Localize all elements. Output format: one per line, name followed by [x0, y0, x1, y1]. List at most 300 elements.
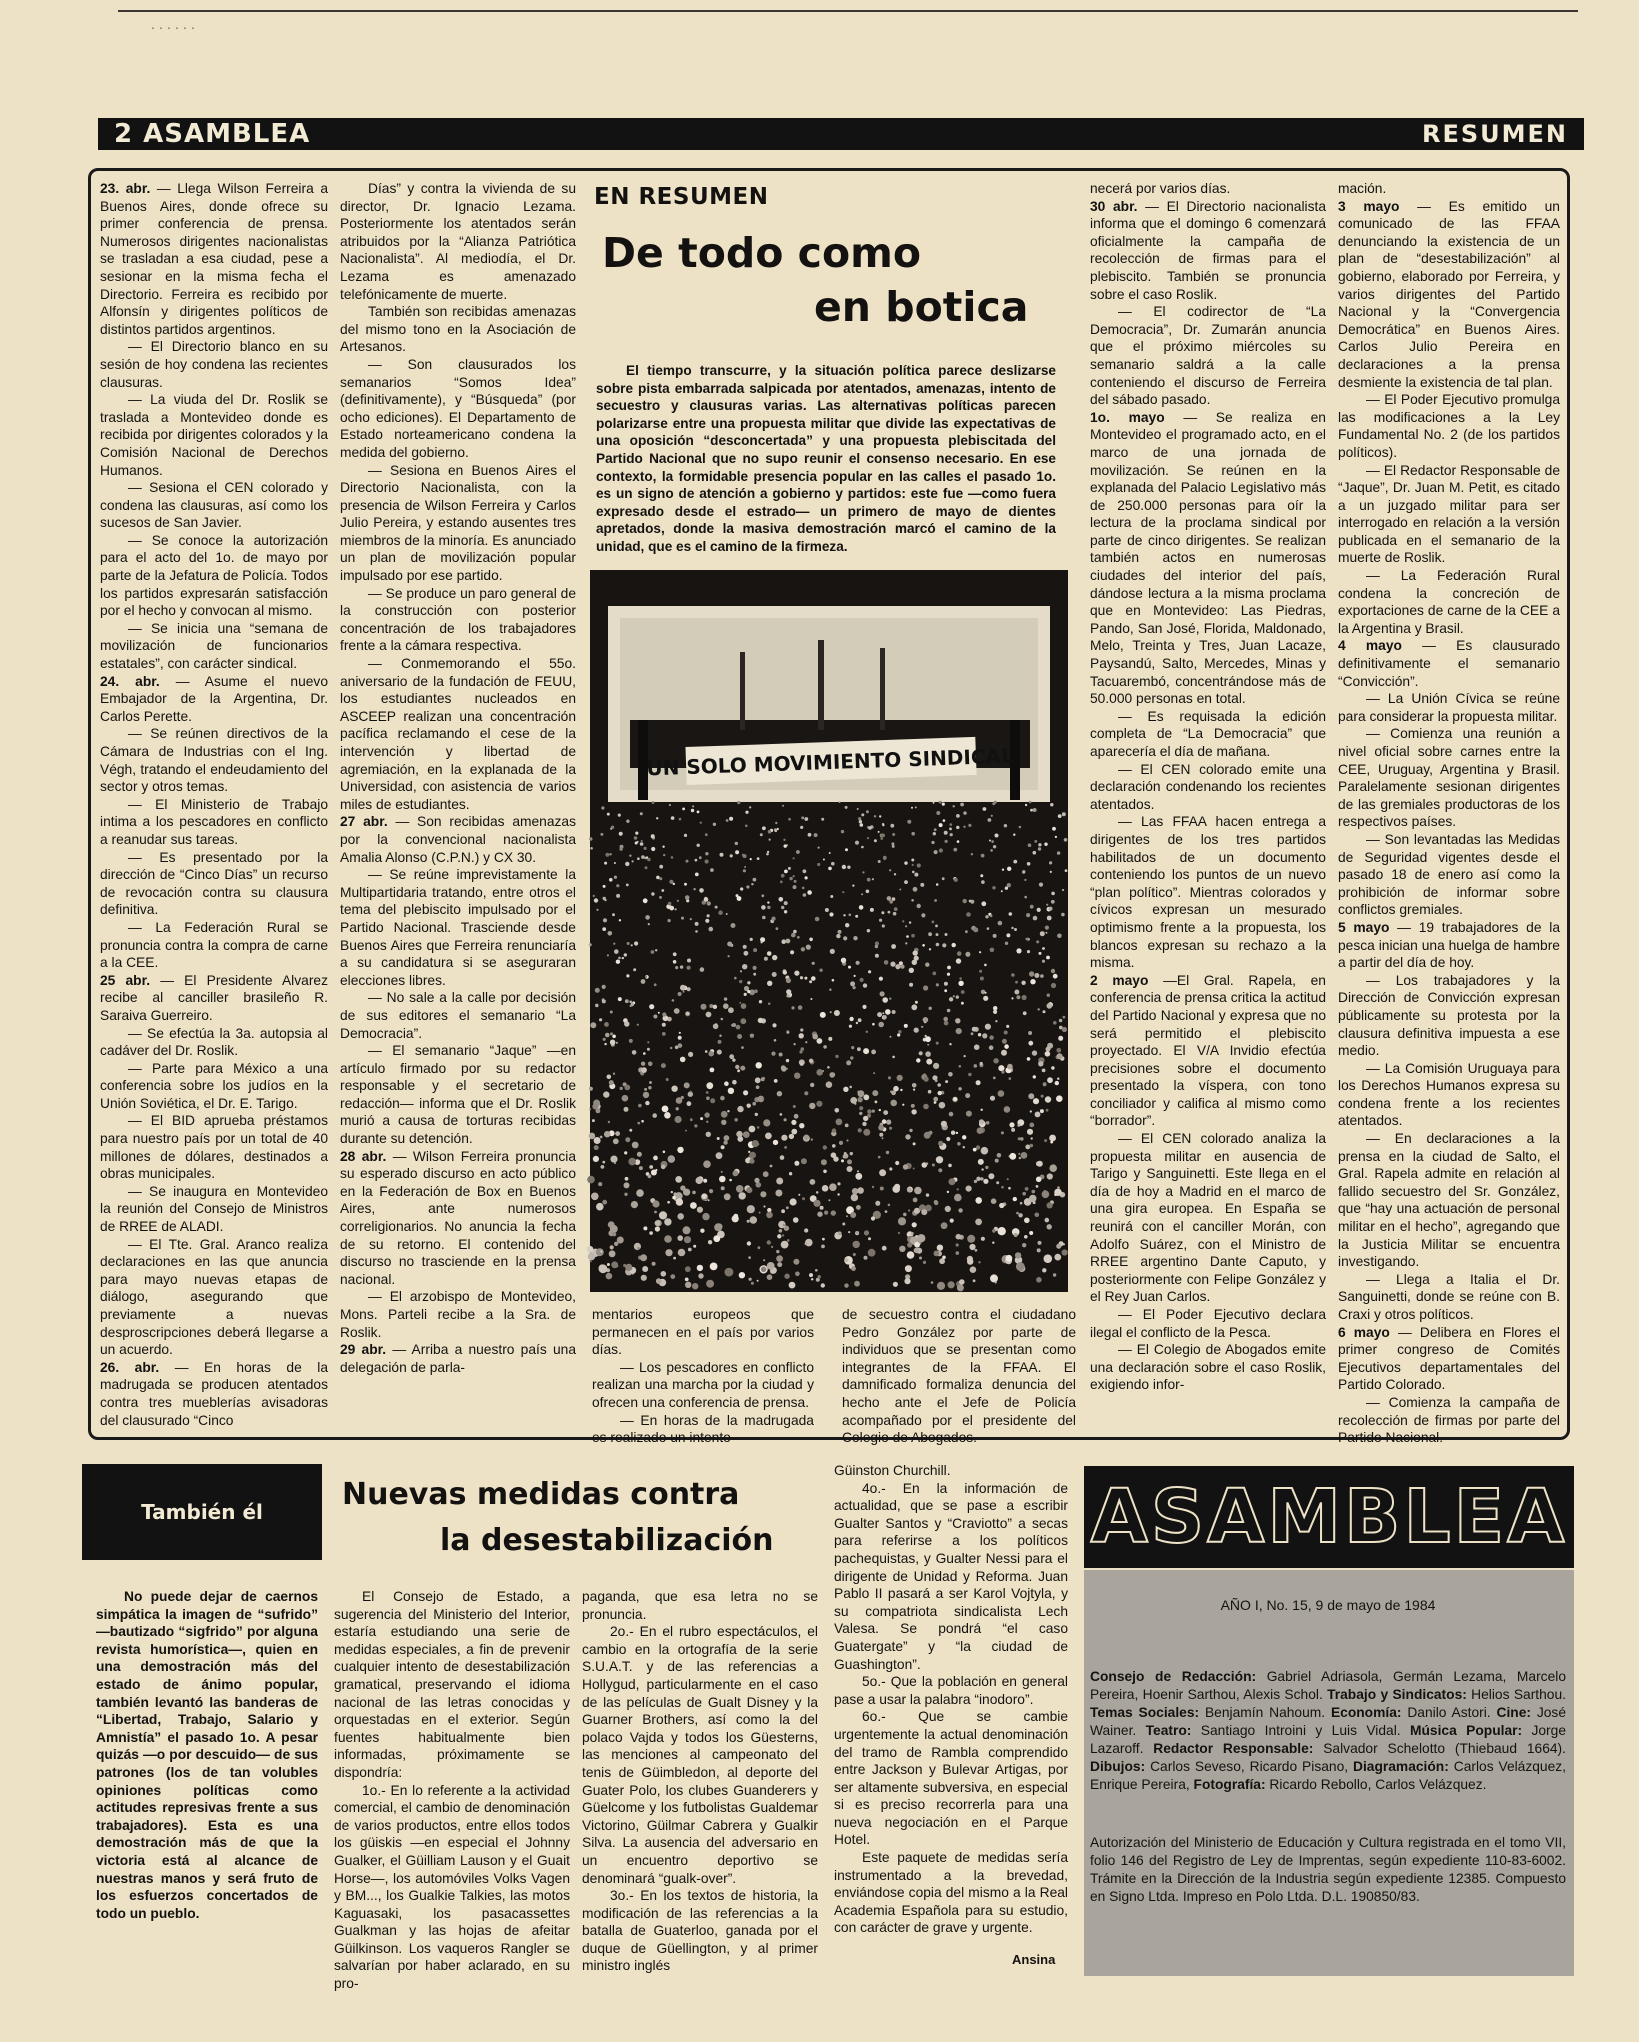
crowd-dot	[1045, 926, 1049, 930]
crowd-dot	[604, 862, 607, 865]
crowd-dot	[926, 1059, 932, 1065]
crowd-dot	[934, 1201, 938, 1205]
crowd-dot	[808, 833, 812, 837]
paragraph	[582, 1588, 818, 1623]
crowd-dot	[611, 1261, 618, 1268]
crowd-dot	[794, 1114, 799, 1119]
crowd-dot	[974, 1064, 978, 1068]
crowd-dot	[699, 888, 704, 893]
crowd-dot	[936, 933, 939, 936]
crowd-dot	[809, 938, 813, 942]
crowd-dot	[961, 990, 965, 994]
crowd-dot	[1007, 1064, 1013, 1070]
crowd-dot	[942, 943, 946, 947]
crowd-dot	[687, 966, 691, 970]
crowd-dot	[628, 1158, 636, 1166]
crowd-dot	[839, 801, 841, 803]
crowd-dot	[996, 1181, 999, 1184]
crowd-dot	[1011, 1128, 1015, 1132]
crowd-dot	[704, 897, 709, 902]
crowd-dot	[777, 1262, 782, 1267]
crowd-dot	[723, 1003, 729, 1009]
crowd-dot	[925, 1036, 931, 1042]
crowd-dot	[710, 868, 714, 872]
staff-role: Música Popular:	[1410, 1723, 1532, 1738]
crowd-dot	[1062, 1249, 1068, 1255]
entry-text: — Parte para México a una conferencia sobre los judíos en la Unión Soviética, el Dr. E. Tarigo.	[100, 1060, 328, 1111]
staff-role: Economía:	[1330, 1705, 1408, 1720]
crowd-dot	[670, 1047, 672, 1049]
crowd-dot	[954, 878, 958, 882]
crowd-dot	[806, 945, 811, 950]
crowd-dot	[627, 942, 630, 945]
crowd-dot	[781, 939, 786, 944]
crowd-dot	[761, 1267, 767, 1273]
crowd-dot	[1005, 887, 1008, 890]
entry-text: 5o.- Que la población en general pase a usar la palabra “inodoro”.	[834, 1674, 1068, 1707]
entry-text: necerá por varios días.	[1090, 181, 1231, 196]
crowd-dot	[909, 983, 913, 987]
crowd-dot	[977, 1128, 983, 1134]
crowd-dot	[703, 1179, 707, 1183]
crowd-dot	[993, 1010, 997, 1014]
crowd-dot	[820, 1012, 826, 1018]
crowd-dot	[637, 857, 640, 860]
crowd-dot	[845, 806, 848, 809]
entry-text: — Es emitido un comunicado de las FFAA denunciando la existencia de un plan de “desestabilización” al gobierno, elaborado por Ferreira, y varios dirigentes del Partido Nacional y la “Convergencia Democrática” en Buenos Aires. Carlos Julio Pereira en declaraciones a la prensa desmiente la existencia de tal plan.	[1338, 198, 1560, 390]
paragraph	[1338, 831, 1560, 919]
crowd-dot	[868, 1249, 876, 1257]
crowd-dot	[743, 869, 746, 872]
crowd-dot	[599, 1018, 602, 1021]
crowd-dot	[835, 1108, 840, 1113]
crowd-dot	[1016, 948, 1021, 953]
crowd-dot	[909, 921, 911, 923]
crowd-dot	[637, 1152, 642, 1157]
entry-text: — Se efectúa la 3a. autopsia al cadáver del Dr. Roslik.	[100, 1025, 328, 1059]
crowd-dot	[922, 944, 925, 947]
crowd-dot	[648, 1062, 653, 1067]
paragraph	[1338, 1060, 1560, 1130]
crowd-dot	[659, 896, 662, 899]
crowd-dot	[668, 902, 672, 906]
crowd-dot	[1050, 1141, 1053, 1144]
crowd-dot	[763, 1205, 765, 1207]
crowd-dot	[936, 1156, 943, 1163]
paragraph	[1090, 1130, 1326, 1306]
paragraph	[592, 1359, 814, 1412]
crowd-dot	[854, 975, 856, 977]
second-article-column-1	[334, 1588, 570, 2008]
crowd-dot	[938, 1091, 942, 1095]
crowd-dot	[911, 832, 915, 836]
crowd-dot	[804, 1091, 808, 1095]
crowd-dot	[715, 1023, 717, 1025]
paragraph	[582, 1887, 818, 1975]
entry-text: —El Gral. Rapela, en conferencia de prensa critica la actitud del Partido Nacional y expresa que no será permitido el plebiscito proyectado. El V/A Invidio efectúa precisiones sobre el documento presentado la víspera, con tono conciliador y califica al mismo como “borrador”.	[1090, 972, 1326, 1129]
crowd-dot	[762, 826, 766, 830]
crowd-dot	[735, 1065, 739, 1069]
crowd-dot	[965, 930, 968, 933]
entry-text: — Se realiza en Montevideo el programado acto, en el marco de una jornada de movilización. Se reúnen en la explanada del Palacio Legislativo más de 250.000 personas para oír la lectura de la proclama sindical por parte de cinco dirigentes. Se realizan también actos en numerosas ciudades del interior del país, dándose lectura a la misma proclama que en Montevideo: Las Piedras, Pando, San José, Florida, Maldonado, Melo, Treinta y Tres, Juan Lacaze, Paysandú, Salto, Mercedes, Minas y Tacuarembó, concentrándose más de 50.000 personas en total.	[1090, 409, 1326, 707]
crowd-dot	[697, 844, 700, 847]
crowd-dot	[710, 1068, 715, 1073]
crowd-dot	[981, 990, 986, 995]
entry-text: 1o.- En lo referente a la actividad comercial, el cambio de denominación de varios productos, entre ellos todos los güiskis —en especial el Johnny Gualker, el Güilliam Lauson y el Guait Horse—, los automóviles Volks Vagen y BM..., los Gualkie Talkies, las motos Kaguasaki, los pasacassettes Gualkman y las hojas de afeitar Güilkinson. Los vaqueros Rangler se salvarían por haber aclarado, en su pro-	[334, 1782, 570, 1992]
crowd-dot	[943, 1017, 948, 1022]
entry-date: 1o. mayo	[1090, 409, 1184, 425]
crowd-dot	[838, 930, 842, 934]
crowd-dot	[820, 1206, 824, 1210]
crowd-dot	[1047, 916, 1052, 921]
crowd-dot	[887, 896, 892, 901]
crowd-dot	[866, 810, 869, 813]
crowd-dot	[841, 1159, 844, 1162]
dated-entry	[100, 972, 328, 1025]
crowd-dot	[655, 1220, 661, 1226]
crowd-dot	[708, 1051, 714, 1057]
crowd-dot	[659, 877, 662, 880]
crowd-dot	[993, 1058, 998, 1063]
crowd-dot	[744, 993, 747, 996]
crowd-dot	[867, 837, 869, 839]
crowd-dot	[651, 1170, 657, 1176]
crowd-dot	[609, 1080, 614, 1085]
crowd-dot	[849, 1086, 852, 1089]
crowd-dot	[592, 1104, 598, 1110]
crowd-dot	[925, 1035, 927, 1037]
entry-text: — Se produce un paro general de la construcción con posterior concentración de los trabajadores frente a la cámara respectiva.	[340, 585, 576, 654]
crowd-dot	[980, 1062, 983, 1065]
crowd-dot	[856, 1022, 858, 1024]
crowd-dot	[786, 939, 791, 944]
crowd-dot	[911, 899, 914, 902]
staff-names: Salvador Schelotto (Thiebaud 1664).	[1323, 1741, 1566, 1756]
crowd-dot	[786, 994, 789, 997]
dated-entry	[1090, 972, 1326, 1130]
crowd-dot	[758, 1246, 761, 1249]
crowd-dot	[1019, 1157, 1021, 1159]
entry-text: — El Directorio blanco en su sesión de hoy condena las recientes clausuras.	[100, 339, 328, 390]
crowd-dot	[753, 878, 757, 882]
crowd-dot	[724, 1135, 730, 1141]
crowd-dot	[812, 1034, 818, 1040]
crowd-dot	[611, 826, 614, 829]
crowd-dot	[924, 1077, 929, 1082]
crowd-dot	[1028, 1093, 1034, 1099]
crowd-dot	[675, 1116, 682, 1123]
entry-text: — Se inaugura en Montevideo la reunión del Consejo de Ministros de RREE de ALADI.	[100, 1183, 328, 1235]
entry-text: — Las FFAA hacen entrega a dirigentes de los tres partidos habilitados de un documento conteniendo los puntos de un nuevo “plan político”. Mientras colorados y cívicos expresan un mesurado optimismo frente a la propuesta, los blancos expresan su rechazo a la misma.	[1090, 814, 1326, 971]
crowd-dot	[1024, 1235, 1028, 1239]
crowd-dot	[899, 1246, 905, 1252]
crowd-dot	[804, 1228, 808, 1232]
crowd-dot	[626, 974, 629, 977]
crowd-dot	[965, 1093, 970, 1098]
crowd-dot	[1042, 960, 1045, 963]
crowd-dot	[872, 1186, 874, 1188]
crowd-dot	[791, 1129, 797, 1135]
crowd-dot	[763, 1259, 765, 1261]
dated-entry	[1338, 919, 1560, 972]
crowd-dot	[857, 808, 859, 810]
crowd-dot	[1005, 942, 1008, 945]
crowd-dot	[911, 1232, 914, 1235]
crowd-dot	[800, 1062, 804, 1066]
crowd-dot	[789, 1134, 794, 1139]
crowd-dot	[780, 881, 783, 884]
crowd-dot	[594, 898, 598, 902]
crowd-dot	[1038, 847, 1041, 850]
crowd-dot	[938, 1168, 942, 1172]
crowd-dot	[936, 983, 939, 986]
crowd-dot	[793, 885, 797, 889]
crowd-dot	[708, 1199, 710, 1201]
crowd-dot	[600, 1250, 602, 1252]
crowd-dot	[672, 999, 675, 1002]
crowd-dot	[1057, 1186, 1060, 1189]
crowd-dot	[990, 914, 993, 917]
crowd-dot	[856, 961, 860, 965]
crowd-dot	[600, 1136, 603, 1139]
crowd-dot	[903, 1164, 908, 1169]
crowd-dot	[849, 1025, 852, 1028]
crowd-dot	[934, 850, 938, 854]
crowd-dot	[595, 1004, 599, 1008]
crowd-dot	[789, 1172, 792, 1175]
crowd-dot	[948, 1281, 955, 1288]
crowd-dot	[794, 880, 797, 883]
crowd-dot	[741, 1003, 747, 1009]
crowd-dot	[995, 834, 999, 838]
crowd-dot	[827, 1066, 830, 1069]
crowd-dot	[1002, 1039, 1007, 1044]
crowd-dot	[880, 837, 883, 840]
crowd-dot	[912, 960, 917, 965]
crowd-dot	[692, 805, 694, 807]
crowd-dot	[875, 1101, 878, 1104]
crowd-dot	[1030, 809, 1033, 812]
paragraph	[1090, 303, 1326, 409]
crowd-dot	[1053, 1273, 1056, 1276]
crowd-dot	[658, 1012, 660, 1014]
crowd-dot	[992, 886, 995, 889]
crowd-dot	[1016, 1212, 1019, 1215]
crowd-dot	[933, 1063, 939, 1069]
crowd-dot	[753, 973, 756, 976]
staff-role: Dibujos:	[1090, 1759, 1151, 1774]
crowd-dot	[947, 973, 950, 976]
crowd-dot	[644, 1088, 647, 1091]
crowd-dot	[601, 1165, 605, 1169]
entry-text: paganda, que esa letra no se pronuncia.	[582, 1589, 818, 1622]
crowd-dot	[683, 1226, 691, 1234]
crowd-dot	[899, 889, 901, 891]
crowd-dot	[735, 842, 738, 845]
crowd-dot	[678, 1249, 686, 1257]
crowd-dot	[609, 853, 611, 855]
crowd-dot	[637, 1122, 640, 1125]
crowd-dot	[948, 1072, 953, 1077]
crowd-dot	[609, 1250, 616, 1257]
crowd-dot	[1036, 1177, 1042, 1183]
sidebar-label: También él	[82, 1464, 322, 1560]
crowd-dot	[905, 942, 907, 944]
crowd-dot	[747, 1220, 750, 1223]
crowd-dot	[605, 1033, 610, 1038]
crowd-dot	[852, 1188, 858, 1194]
crowd-dot	[649, 1165, 653, 1169]
paragraph	[1090, 180, 1326, 198]
crowd-dot	[659, 1211, 667, 1219]
crowd-dot	[982, 1033, 987, 1038]
crowd-dot	[1038, 1008, 1040, 1010]
crowd-dot	[862, 871, 864, 873]
crowd-dot	[793, 1105, 796, 1108]
crowd-dot	[1018, 1213, 1022, 1217]
legal-notice: Autorización del Ministerio de Educación y Cultura registrada en el tomo VII, folio 146 del Registro de Ley de Imprentas, según expediente 110-83-6002. Trámite en la Dirección de la Industria según expediente 12385. Compuesto en Signo Ltda. Impreso en Polo Ltda. D.L. 190850/83.	[1090, 1835, 1566, 1904]
entry-date: 3 mayo	[1338, 198, 1418, 214]
crowd-dot	[829, 1183, 837, 1191]
crowd-dot	[729, 1179, 732, 1182]
crowd-dot	[864, 1230, 869, 1235]
crowd-dot	[772, 955, 777, 960]
crowd-dot	[973, 1148, 977, 1152]
crowd-dot	[871, 1050, 876, 1055]
crowd-dot	[898, 1217, 906, 1225]
crowd-dot	[850, 1212, 856, 1218]
crowd-dot	[791, 1006, 794, 1009]
crowd-dot	[641, 979, 646, 984]
crowd-dot	[844, 1283, 848, 1287]
crowd-dot	[1033, 851, 1037, 855]
second-headline-line-2: la desestabilización	[440, 1523, 774, 1558]
crowd-dot	[1046, 904, 1048, 906]
crowd-dot	[861, 846, 864, 849]
crowd-dot	[624, 1021, 629, 1026]
crowd-dot	[898, 1030, 901, 1033]
crowd-dot	[693, 888, 695, 890]
crowd-dot	[624, 1085, 630, 1091]
crowd-dot	[888, 911, 891, 914]
crowd-dot	[662, 1012, 666, 1016]
crowd-dot	[957, 840, 960, 843]
crowd-dot	[1047, 994, 1050, 997]
crowd-dot	[961, 1002, 964, 1005]
crowd-dot	[986, 1121, 990, 1125]
crowd-dot	[934, 899, 937, 902]
entry-text: — La Comisión Uruguaya para los Derechos Humanos expresa su condena frente a los recientes atentados.	[1338, 1060, 1560, 1129]
staff-role: Teatro:	[1145, 1723, 1201, 1738]
crowd-dot	[868, 1237, 871, 1240]
crowd-dot	[879, 815, 881, 817]
crowd-dot	[879, 1133, 883, 1137]
crowd-dot	[949, 828, 952, 831]
crowd-dot	[1017, 1124, 1020, 1127]
crowd-dot	[784, 844, 787, 847]
crowd-dot	[1030, 905, 1034, 909]
crowd-dot	[679, 1032, 681, 1034]
crowd-dot	[1015, 1252, 1021, 1258]
entry-text: — Sesiona el CEN colorado y condena las clausuras, así como los sucesos de San Javier.	[100, 480, 328, 531]
crowd-dot	[779, 1229, 783, 1233]
crowd-dot	[697, 1207, 703, 1213]
crowd-dot	[882, 824, 884, 826]
crowd-dot	[727, 942, 732, 947]
crowd-dot	[1025, 804, 1027, 806]
crowd-dot	[990, 849, 993, 852]
entry-text: 6o.- Que se cambie urgentemente la actual denominación del tramo de Rambla comprendido entre Jackson y Bulevar Artigas, por ser altamente subversiva, en especial si es preciso recorrerla para una nueva negociación en el Parque Hotel.	[834, 1709, 1068, 1848]
crowd-dot	[1029, 1231, 1033, 1235]
crowd-dot	[737, 801, 740, 804]
crowd-dot	[728, 1088, 734, 1094]
entry-text: — El Colegio de Abogados emite una declaración sobre el caso Roslik, exigiendo infor-	[1090, 1342, 1326, 1393]
crowd-dot	[698, 1273, 703, 1278]
crowd-dot	[737, 1069, 740, 1072]
crowd-dot	[857, 1091, 859, 1093]
crowd-dot	[958, 1208, 962, 1212]
crowd-dot	[700, 1117, 703, 1120]
dated-entry	[100, 673, 328, 726]
crowd-dot	[943, 819, 946, 822]
entry-text: — El BID aprueba préstamos para nuestro país por un total de 40 millones de dólares, destinados a obras municipales.	[100, 1113, 328, 1182]
crowd-dot	[629, 1001, 632, 1004]
crowd-dot	[673, 883, 675, 885]
crowd-dot	[814, 833, 818, 837]
crowd-dot	[791, 933, 796, 938]
crowd-dot	[607, 1263, 610, 1266]
crowd-dot	[1029, 801, 1032, 804]
crowd-dot	[880, 1187, 884, 1191]
crowd-dot	[1042, 947, 1045, 950]
crowd-dot	[959, 1279, 965, 1285]
crowd-dot	[1052, 827, 1056, 831]
crowd-dot	[888, 1204, 891, 1207]
crowd-dot	[859, 905, 864, 910]
dated-entry	[340, 1341, 576, 1376]
crowd-dot	[686, 860, 689, 863]
crowd-dot	[1001, 1131, 1004, 1134]
crowd-dot	[602, 999, 606, 1003]
crowd-dot	[964, 1055, 966, 1057]
crowd-dot	[911, 859, 914, 862]
crowd-dot	[675, 966, 678, 969]
crowd-dot	[1011, 927, 1013, 929]
crowd-dot	[892, 1056, 895, 1059]
dated-entry	[1090, 409, 1326, 708]
crowd-dot	[767, 1262, 775, 1270]
crowd-dot	[832, 1128, 836, 1132]
crowd-dot	[800, 826, 803, 829]
crowd-dot	[993, 1006, 997, 1010]
crowd-dot	[749, 1152, 756, 1159]
crowd-dot	[756, 1062, 762, 1068]
crowd-dot	[983, 996, 988, 1001]
crowd-dot	[648, 1086, 651, 1089]
entry-date: 2 mayo	[1090, 972, 1164, 988]
paragraph	[100, 1112, 328, 1182]
crowd-dot	[829, 852, 831, 854]
crowd-dot	[850, 1152, 853, 1155]
crowd-dot	[890, 1100, 897, 1107]
crowd-dot	[616, 894, 620, 898]
crowd-dot	[733, 1171, 739, 1177]
crowd-dot	[604, 1043, 606, 1045]
crowd-dot	[726, 913, 728, 915]
crowd-dot	[737, 1034, 742, 1039]
crowd-dot	[768, 1002, 771, 1005]
crowd-dot	[953, 1097, 957, 1101]
